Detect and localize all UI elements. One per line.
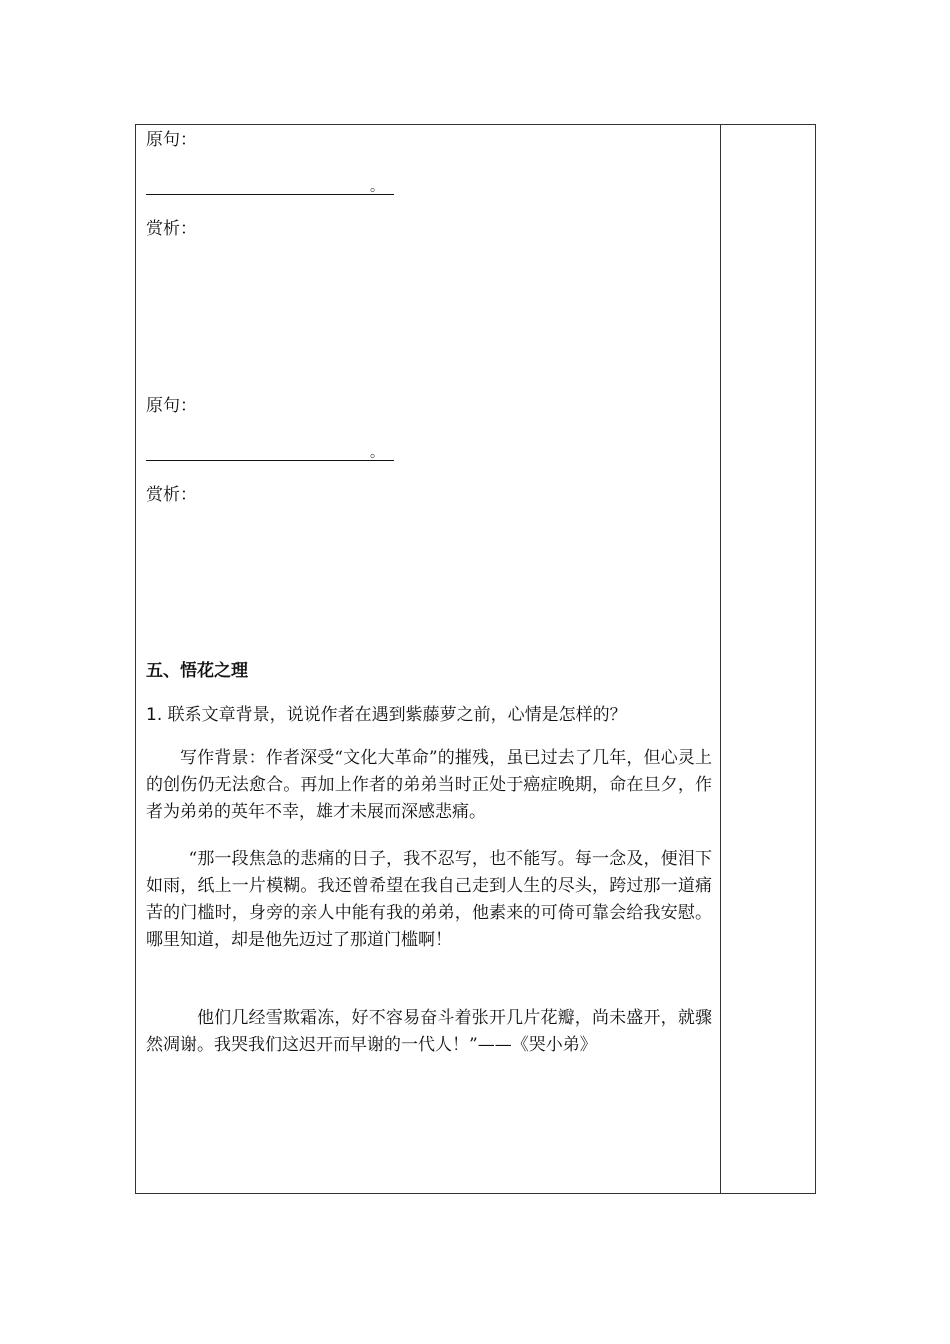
- quote-paragraph-1: “那一段焦急的悲痛的日子，我不忍写，也不能写。每一念及，便泪下如雨，纸上一片模糊。我还曾希望在我自己走到人生的尽头，跨过那一道痛苦的门槛时，身旁的亲人中能有我的弟弟，他素来的可倚可靠会给我安慰。哪里知道，却是他先迈过了那道门槛啊！: [146, 849, 712, 950]
- analysis-label-1: 赏析：: [146, 219, 197, 239]
- original-sentence-label-2: 原句：: [146, 396, 197, 416]
- quote-paragraph-2: 他们几经雪欺霜冻，好不容易奋斗着张开几片花瓣，尚未盛开，就骤然凋谢。我哭我们这迟开而早谢的一代人！”——《哭小弟》: [146, 1008, 712, 1055]
- question-1: 1. 联系文章背景，说说作者在遇到紫藤萝之前，心情是怎样的？: [146, 705, 627, 725]
- section-heading: 五、悟花之理: [146, 661, 248, 681]
- column-divider: [720, 125, 721, 1193]
- worksheet-table: [135, 124, 816, 1194]
- blank-period-2: 。: [370, 445, 384, 461]
- blank-period-1: 。: [370, 179, 384, 195]
- answer-blank-1[interactable]: [146, 174, 394, 195]
- answer-blank-2[interactable]: [146, 440, 394, 461]
- analysis-label-2: 赏析：: [146, 485, 197, 505]
- background-paragraph: 写作背景：作者深受“文化大革命”的摧残，虽已过去了几年，但心灵上的创伤仍无法愈合。再加上作者的弟弟当时正处于癌症晚期，命在旦夕，作者为弟弟的英年不幸，雄才未展而深感悲痛。: [146, 748, 712, 822]
- original-sentence-label-1: 原句：: [146, 130, 197, 150]
